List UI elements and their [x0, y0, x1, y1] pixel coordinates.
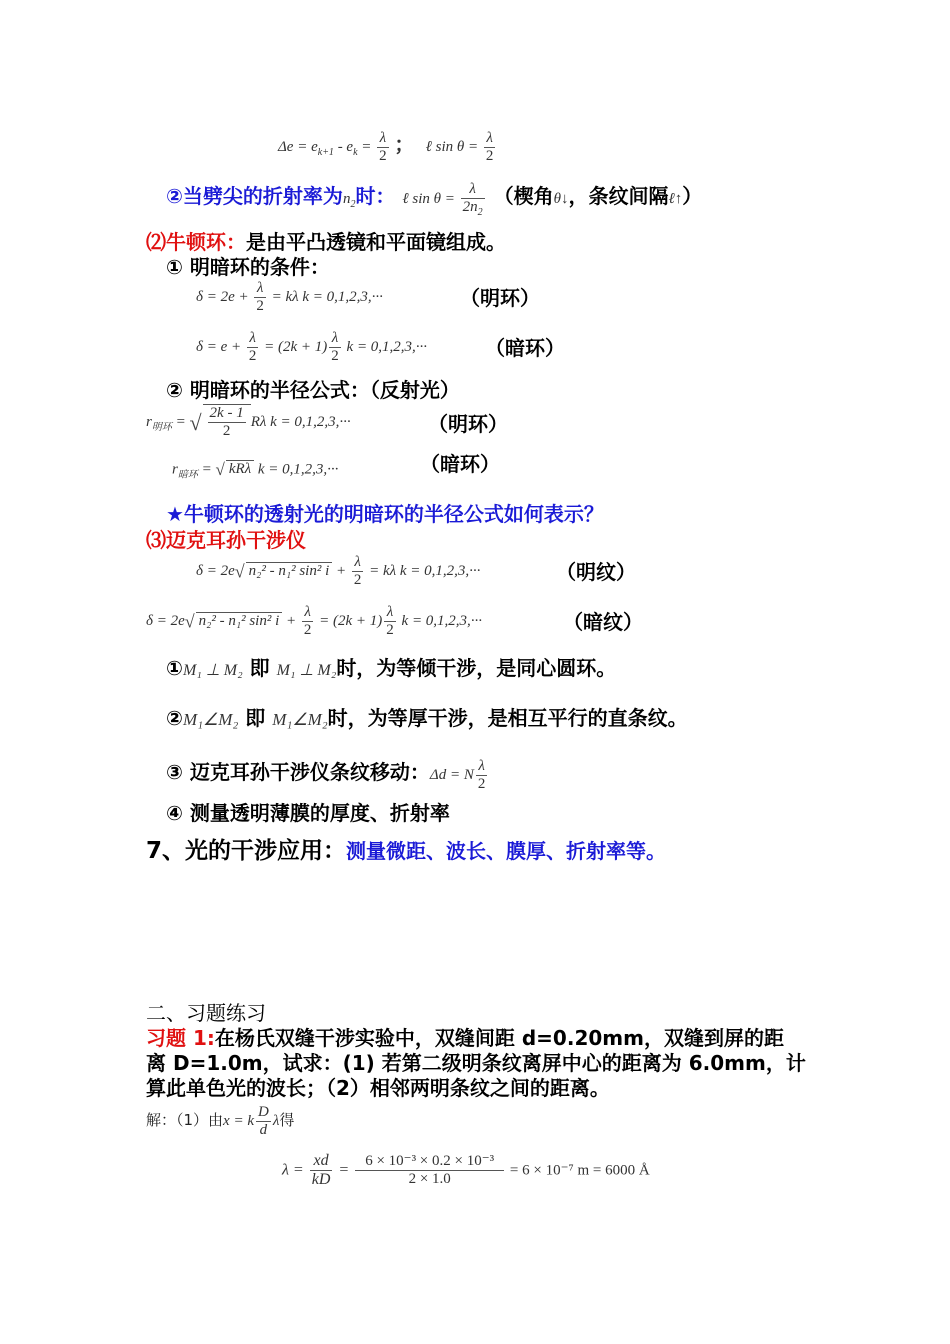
exercise-1-line-3: 算此单色光的波长；（2）相邻两明条纹之间的距离。	[146, 1076, 610, 1100]
newton-bright-label: （明环）	[460, 286, 540, 310]
exercise-1-line-2: 离 D=1.0m，试求：(1) 若第二级明条纹离屏中心的距离为 6.0mm，计	[146, 1051, 806, 1075]
wedge-thickness-equation: $\Delta e = e_{k+1} - e_k$ = $\frac{\lambda}{2}$ ； ℓ sin θ = $\frac{\lambda}{2}$	[278, 129, 494, 165]
newton-bright-radius-equation: $r_{明环}$ = √ $\frac{2k - 1}{2}$ Rλ k = 0,1,2,3,···	[146, 405, 351, 440]
exercise-section-title: 二、习题练习	[146, 1001, 266, 1025]
michelson-bright-label: （明纹）	[556, 560, 636, 584]
interference-application: 7、光的干涉应用：测量微距、波长、膜厚、折射率等。	[146, 838, 667, 864]
solution-wavelength-calculation: λ = $\frac{xd}{kD}$ = $\frac{\text{6 × 10⁻³ × 0.2 × 10⁻³}}{2 \times 1.0}$ = 6 × 10⁻⁷ m = 6000 Å	[282, 1152, 650, 1189]
newton-dark-radius-equation: $r_{暗环}$ = √ kRλ k = 0,1,2,3,···	[172, 460, 339, 481]
newton-bright-radius-label: （明环）	[428, 412, 508, 436]
solution-line-1: 解：（1）由x = k $\frac{D}{d}$ λ得	[146, 1104, 295, 1139]
newton-dark-equation: δ = e + $\frac{\lambda}{2}$ = (2k + 1) $\frac{\lambda}{2}$ k = 0,1,2,3,···	[196, 330, 428, 365]
michelson-item-2: ②M₁∠M₂ 即 M₁∠M₂时，为等厚干涉，是相互平行的直条纹。	[166, 706, 688, 730]
michelson-dark-equation: δ = 2e√ n₂² - n₁² sin² i + $\frac{\lambda}{2}$ = (2k + 1) $\frac{\lambda}{2}$ k = 0,1,2,3,···	[146, 604, 483, 639]
michelson-item-3: ③ 迈克耳孙干涉仪条纹移动：Δd = N $\frac{\lambda}{2}$	[166, 757, 486, 793]
exercise-1-line-1: 习题 1:在杨氏双缝干涉实验中，双缝间距 d=0.20mm，双缝到屏的距	[146, 1026, 784, 1050]
newton-condition-title: ① 明暗环的条件：	[166, 255, 330, 279]
michelson-dark-label: （暗纹）	[563, 610, 643, 634]
wedge-refractive-item: ②当劈尖的折射率为$n_2$时： ℓ sin θ = $\frac{\lambda}{2n_2}$ （楔角θ↓，条纹间隔ℓ↑）	[166, 180, 703, 218]
newton-dark-radius-label: （暗环）	[420, 452, 500, 476]
newton-bright-equation: δ = 2e + $\frac{\lambda}{2}$ = kλ k = 0,1,2,3,···	[196, 280, 383, 315]
newton-transmission-question: ★牛顿环的透射光的明暗环的半径公式如何表示？	[166, 502, 604, 526]
michelson-item-1: ①M₁ ⊥ M₂ 即 M₁ ⊥ M₂时，为等倾干涉，是同心圆环。	[166, 656, 617, 680]
michelson-heading: ⑶迈克耳孙干涉仪	[146, 528, 306, 552]
newton-radius-title: ② 明暗环的半径公式：（反射光）	[166, 378, 460, 402]
michelson-bright-equation: δ = 2e√ n₂² - n₁² sin² i + $\frac{\lambda}{2}$ = kλ k = 0,1,2,3,···	[196, 554, 481, 589]
newton-dark-label: （暗环）	[485, 336, 565, 360]
newton-ring-heading: ⑵牛顿环：是由平凸透镜和平面镜组成。	[146, 230, 506, 254]
michelson-item-4: ④ 测量透明薄膜的厚度、折射率	[166, 801, 450, 825]
